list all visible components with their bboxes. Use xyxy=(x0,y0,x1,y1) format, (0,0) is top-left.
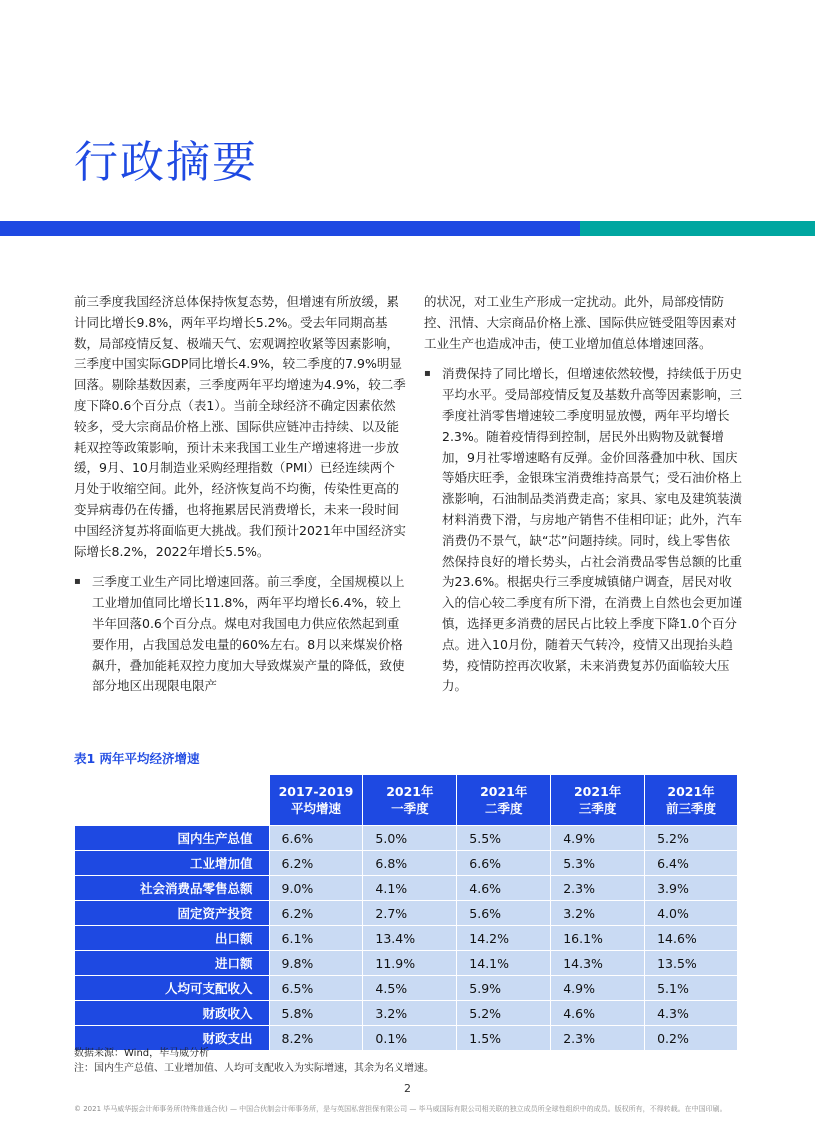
table-notes xyxy=(74,1046,434,1076)
table-cell: 11.9% xyxy=(363,951,457,976)
table-cell: 2.3% xyxy=(551,876,645,901)
table-cell: 0.1% xyxy=(363,1026,457,1051)
table-cell: 5.2% xyxy=(457,1001,551,1026)
row-label: 进口额 xyxy=(75,951,270,976)
table-row xyxy=(75,901,738,926)
table-cell: 5.5% xyxy=(457,826,551,851)
table-title: 表1 两年平均经济增速 xyxy=(74,751,200,766)
column-header: 2017-2019 平均增速 xyxy=(269,775,363,826)
table-cell: 1.5% xyxy=(457,1026,551,1051)
table-cell: 13.5% xyxy=(645,951,738,976)
table-cell: 2.7% xyxy=(363,901,457,926)
page-title: 行政摘要 xyxy=(74,137,258,188)
table-cell: 2.3% xyxy=(551,1026,645,1051)
row-label: 工业增加值 xyxy=(75,851,270,876)
column-header: 2021年 一季度 xyxy=(363,775,457,826)
table-cell: 16.1% xyxy=(551,926,645,951)
table-cell: 6.8% xyxy=(363,851,457,876)
table-cell: 0.2% xyxy=(645,1026,738,1051)
row-label: 财政支出 xyxy=(75,1026,270,1051)
table-row xyxy=(75,876,738,901)
table-row xyxy=(75,926,738,951)
copyright-footer: © 2021 毕马威华振会计师事务所(特殊普通合伙) — 中国合伙制会计师事务所，是与英国私营担保有限公司 — 毕马威国际有限公司相关联的独立成员所全球性组织中的成员。版权所有，不得转载。在中国印刷。 xyxy=(74,1105,727,1113)
table-cell: 14.6% xyxy=(645,926,738,951)
table-footnote: 注：国内生产总值、工业增加值、人均可支配收入为实际增速，其余为名义增速。 xyxy=(74,1063,434,1074)
column-header: 2021年 三季度 xyxy=(551,775,645,826)
table-cell: 4.5% xyxy=(363,976,457,1001)
row-label: 人均可支配收入 xyxy=(75,976,270,1001)
table-cell: 4.6% xyxy=(551,1001,645,1026)
column-header: 2021年 前三季度 xyxy=(645,775,738,826)
intro-paragraph: 前三季度我国经济总体保持恢复态势，但增速有所放缓，累计同比增长9.8%，两年平均增长5.2%。受去年同期高基数，局部疫情反复、极端天气、宏观调控收紧等因素影响，三季度中国实际GDP同比增长4.9%，较二季度的7.9%明显回落。剔除基数因素，三季度两年平均增速为4.9%，较二季度下降0.6个百分点（表1）。当前全球经济不确定因素依然较多，受大宗商品价格上涨、国际供应链冲击持续、以及能耗双控等政策影响，预计未来我国工业生产增速将进一步放缓，9月、10月制造业采购经理指数（PMI）已经连续两个月处于收缩空间。此外，经济恢复尚不均衡，传染性更高的变异病毒仍在传播，也将拖累居民消费增长，未来一段时间中国经济复苏将面临更大挑战。我们预计2021年中国经济实际增长8.2%，2022年增长5.5%。 xyxy=(74,294,406,559)
table-cell: 9.0% xyxy=(269,876,363,901)
table-row xyxy=(75,951,738,976)
table-cell: 14.3% xyxy=(551,951,645,976)
table-row xyxy=(75,851,738,876)
table-row xyxy=(75,976,738,1001)
table-cell: 6.6% xyxy=(457,851,551,876)
page-number: 2 xyxy=(404,1082,411,1095)
table-cell: 5.8% xyxy=(269,1001,363,1026)
table-cell: 9.8% xyxy=(269,951,363,976)
table-cell: 13.4% xyxy=(363,926,457,951)
table-cell: 3.2% xyxy=(551,901,645,926)
table-cell: 6.6% xyxy=(269,826,363,851)
table-cell: 4.0% xyxy=(645,901,738,926)
right-column xyxy=(424,292,742,697)
table-cell: 5.1% xyxy=(645,976,738,1001)
table-cell: 14.2% xyxy=(457,926,551,951)
table-cell: 14.1% xyxy=(457,951,551,976)
row-label: 社会消费品零售总额 xyxy=(75,876,270,901)
table-cell: 6.4% xyxy=(645,851,738,876)
header-band-blue xyxy=(0,221,580,236)
column-header: 2021年 二季度 xyxy=(457,775,551,826)
row-label: 财政收入 xyxy=(75,1001,270,1026)
table-cell: 3.2% xyxy=(363,1001,457,1026)
table-cell: 4.9% xyxy=(551,976,645,1001)
left-column xyxy=(74,292,406,697)
header-band-teal xyxy=(580,221,815,236)
table-cell: 5.3% xyxy=(551,851,645,876)
table-cell: 6.5% xyxy=(269,976,363,1001)
growth-table xyxy=(74,774,738,1051)
bullet-industry: ▪ 三季度工业生产同比增速回落。前三季度，全国规模以上工业增加值同比增长11.8%，两年平均增长6.4%，较上半年回落0.6个百分点。煤电对我国电力供应依然起到重要作用，占我国总发电量的60%左右。8月以来煤炭价格飙升，叠加能耗双控力度加大导致煤炭产量的降低，致使部分地区出现限电限产 xyxy=(74,572,406,697)
table-header-row xyxy=(75,775,738,826)
row-label: 国内生产总值 xyxy=(75,826,270,851)
bullet-consumption: ▪ 消费保持了同比增长，但增速依然较慢，持续低于历史平均水平。受局部疫情反复及基数升高等因素影响，三季度社消零售增速较二季度明显放慢，两年平均增长2.3%。随着疫情得到控制，居民外出购物及就餐增加，9月社零增速略有反弹。金价回落叠加中秋、国庆等婚庆旺季，金银珠宝消费维持高景气；受石油价格上涨影响，石油制品类消费走高；家具、家电及建筑装潢材料消费下滑，与房地产销售不佳相印证；此外，汽车消费仍不景气，缺“芯”问题持续。同时，线上零售依然保持良好的增长势头，占社会消费品零售总额的比重为23.6%。根据央行三季度城镇储户调查，居民对收入的信心较二季度有所下滑，在消费上自然也会更加谨慎，选择更多消费的居民占比较上季度下降1.0个百分点。进入10月份，随着天气转冷，疫情又出现抬头趋势，疫情防控再次收紧，未来消费复苏仍面临较大压力。 xyxy=(424,364,742,697)
table-cell: 5.6% xyxy=(457,901,551,926)
table-cell: 4.3% xyxy=(645,1001,738,1026)
table-cell: 4.6% xyxy=(457,876,551,901)
table-cell: 4.1% xyxy=(363,876,457,901)
table-cell: 8.2% xyxy=(269,1026,363,1051)
table-cell: 6.2% xyxy=(269,851,363,876)
data-source: 数据来源：Wind，毕马威分析 xyxy=(74,1048,210,1059)
table-row xyxy=(75,1001,738,1026)
table-cell: 5.0% xyxy=(363,826,457,851)
bullet-industry-continued: 的状况，对工业生产形成一定扰动。此外，局部疫情防控、汛情、大宗商品价格上涨、国际供应链受阻等因素对工业生产也造成冲击，使工业增加值总体增速回落。 xyxy=(424,294,737,351)
table-cell: 6.2% xyxy=(269,901,363,926)
table-cell: 5.9% xyxy=(457,976,551,1001)
table-cell: 3.9% xyxy=(645,876,738,901)
row-label: 出口额 xyxy=(75,926,270,951)
table-corner xyxy=(75,775,270,826)
table-row xyxy=(75,826,738,851)
table-cell: 4.9% xyxy=(551,826,645,851)
table-cell: 5.2% xyxy=(645,826,738,851)
table-cell: 6.1% xyxy=(269,926,363,951)
row-label: 固定资产投资 xyxy=(75,901,270,926)
